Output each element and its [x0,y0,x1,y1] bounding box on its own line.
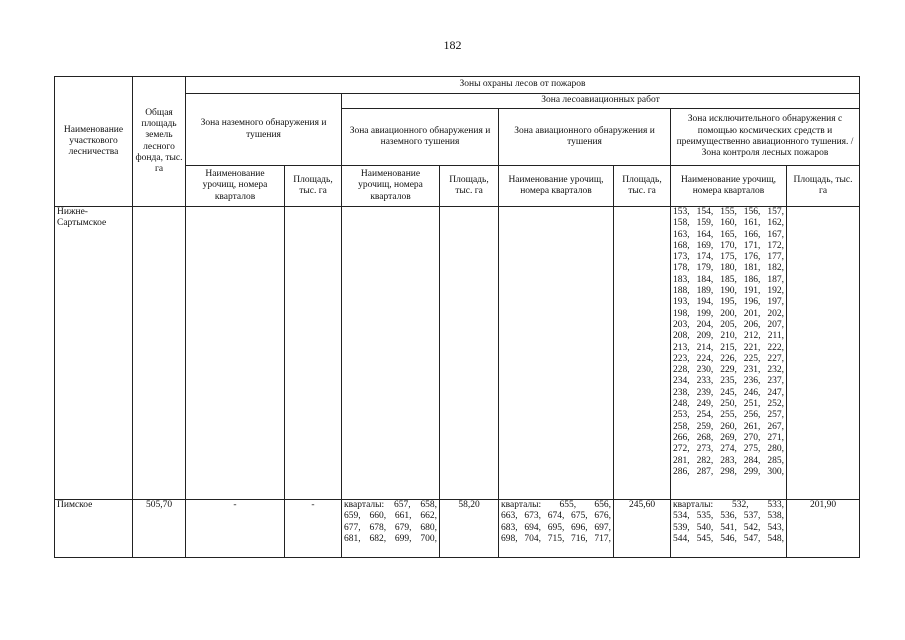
quarters-line: 198, 199, 200, 201, 202, [673,308,784,319]
row-name: Пимское [55,500,133,558]
row-ground-area: - [285,500,342,558]
quarters-line: кварталы: 655, 656, [501,500,611,510]
quarters-line: 238, 239, 245, 246, 247, [673,387,784,398]
quarters-line: 168, 169, 170, 171, 172, [673,240,784,251]
header-aviation-title: Зона лесоавиационных работ [342,94,860,109]
row-space-area [787,207,860,500]
quarters-line: 544, 545, 546, 547, 548, [673,533,784,544]
quarters-line: 681, 682, 699, 700, [344,533,437,544]
quarters-list [673,500,784,545]
row-space-area: 201,90 [787,500,860,558]
quarters-line: 659, 660, 661, 662, [344,511,437,522]
header-sub-name: Наименование урочищ, номера кварталов [499,166,614,207]
quarters-line: 258, 259, 260, 261, 267, [673,421,784,432]
quarters-line: 266, 268, 269, 270, 271, [673,432,784,443]
quarters-line: 698, 704, 715, 716, 717, [501,533,611,544]
row-space-list [671,500,787,558]
quarters-line: 193, 194, 195, 196, 197, [673,297,784,308]
quarters-line: 208, 209, 210, 212, 211, [673,331,784,342]
quarters-line: 272, 273, 274, 275, 280, [673,444,784,455]
quarters-line: 683, 694, 695, 696, 697, [501,522,611,533]
header-sub-name: Наименование урочищ, номера кварталов [342,166,440,207]
header-avia-zone: Зона авиационного обнаружения и тушения [499,109,671,166]
quarters-line: 178, 179, 180, 181, 182, [673,263,784,274]
header-zones-title: Зоны охраны лесов от пожаров [186,77,860,94]
row-ground-name [186,207,285,500]
quarters-line: 228, 230, 229, 231, 232, [673,365,784,376]
quarters-line: 234, 233, 235, 236, 237, [673,376,784,387]
quarters-line: кварталы: 532, 533, [673,500,784,510]
header-sub-name: Наименование урочищ, номера кварталов [186,166,285,207]
row-avia-area [614,207,671,500]
row-area [133,207,186,500]
quarters-line: 183, 184, 185, 186, 187, [673,274,784,285]
quarters-line: 281, 282, 283, 284, 285, [673,455,784,466]
header-name-col: Наименование участкового лесничества [55,77,133,207]
quarters-line: 539, 540, 541, 542, 543, [673,522,784,533]
header-area-col: Общая площадь земель лесного фонда, тыс. га [133,77,186,207]
quarters-line: 158, 159, 160, 161, 162, [673,218,784,229]
header-sub-area: Площадь, тыс. га [787,166,860,207]
row-ground-area [285,207,342,500]
header-sub-area: Площадь, тыс. га [614,166,671,207]
header-ground-zone: Зона наземного обнаружения и тушения [186,94,342,166]
row-avia-list [499,500,614,558]
quarters-line: 248, 249, 250, 251, 252, [673,399,784,410]
quarters-line: 188, 189, 190, 191, 192, [673,286,784,297]
quarters-line: 253, 254, 255, 256, 257, [673,410,784,421]
row-space-list [671,207,787,500]
quarters-line: 163, 164, 165, 166, 167, [673,229,784,240]
row-area: 505,70 [133,500,186,558]
row-name: Нижне-Сартымское [55,207,133,500]
fire-zones-table [54,76,860,558]
row-avia-ground-area: 58,20 [440,500,499,558]
quarters-line: 677, 678, 679, 680, [344,522,437,533]
quarters-list [673,207,784,478]
quarters-line: 153, 154, 155, 156, 157, [673,207,784,217]
quarters-line: 223, 224, 226, 225, 227, [673,353,784,364]
row-avia-ground-name [342,207,440,500]
quarters-line: 213, 214, 215, 221, 222, [673,342,784,353]
header-space-zone: Зона исключительного обнаружения с помощью космических средств и преимущественно авиационного тушения. / Зона контроля лесных пожаров [671,109,860,166]
quarters-line: 534, 535, 536, 537, 538, [673,511,784,522]
quarters-list [344,500,437,545]
quarters-list [501,500,611,545]
quarters-line: 173, 174, 175, 176, 177, [673,252,784,263]
quarters-line: 663, 673, 674, 675, 676, [501,511,611,522]
row-avia-ground-area [440,207,499,500]
page-number: 182 [443,38,462,52]
row-avia-name [499,207,614,500]
row-avia-area: 245,60 [614,500,671,558]
header-sub-area: Площадь, тыс. га [285,166,342,207]
header-avia-ground-zone: Зона авиационного обнаружения и наземного тушения [342,109,499,166]
quarters-line: 203, 204, 205, 206, 207, [673,319,784,330]
table-row [55,207,860,500]
header-sub-name: Наименование урочищ, номера кварталов [671,166,787,207]
table-row [55,500,860,558]
quarters-line: кварталы: 657, 658, [344,500,437,510]
row-avia-ground-list [342,500,440,558]
header-sub-area: Площадь, тыс. га [440,166,499,207]
row-ground-name: - [186,500,285,558]
quarters-line: 286, 287, 298, 299, 300, [673,466,784,477]
